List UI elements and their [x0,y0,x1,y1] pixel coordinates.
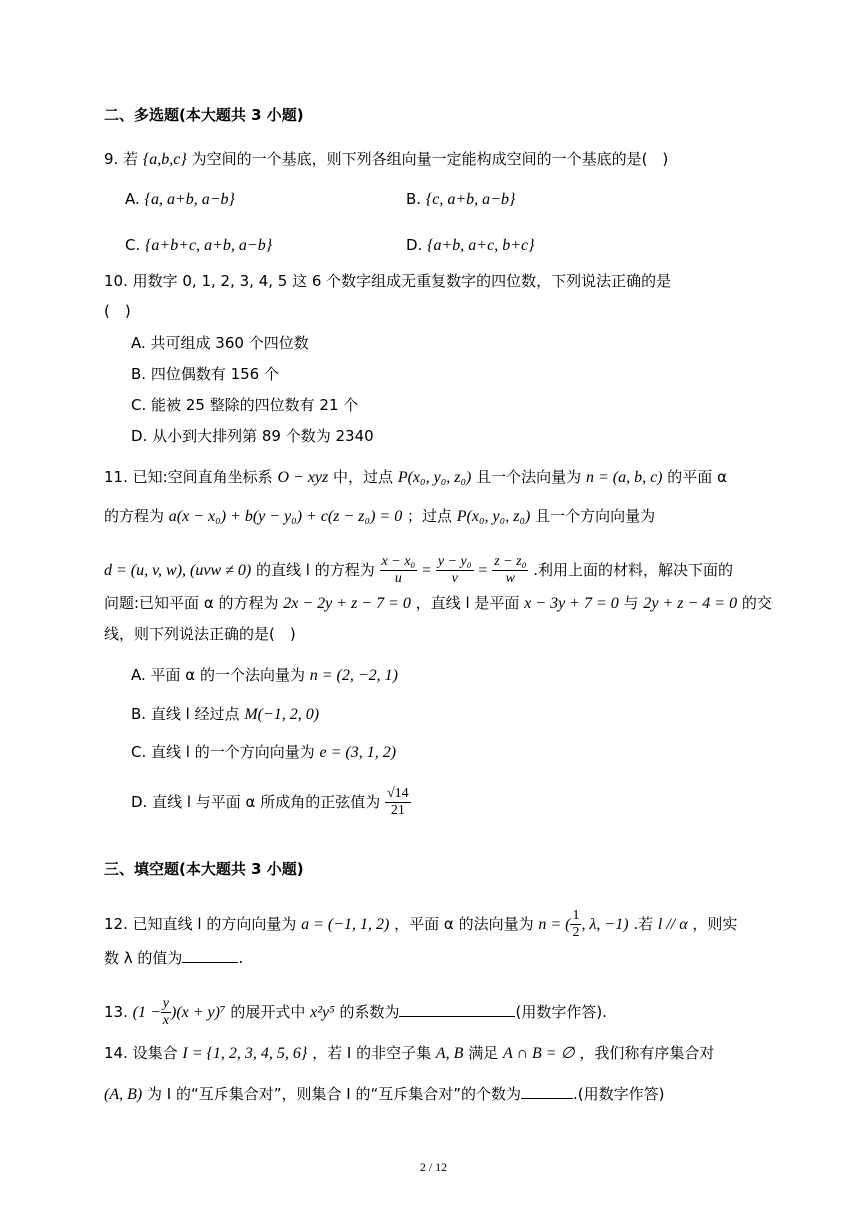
q14-text: ，我们称有序集合对 [579,1044,715,1062]
section-title-fill-in: 三、填空题(本大题共 3 小题) [104,860,304,878]
q11-option-d-den: 21 [390,803,405,818]
q9-option-b-label: B. [406,190,422,208]
q13-text: 的展开式中 [230,1003,306,1021]
q12-line-2 [104,946,243,969]
q13-lead: 13. [104,1003,128,1021]
q10-answer-paren: ( ) [104,302,131,320]
question-13 [104,990,607,1035]
q11-option-b [131,703,319,726]
q11-fraction-y-num: y − y₀ [437,554,472,569]
q9-option-a [125,188,235,211]
q9-option-c [125,234,272,257]
q11-fraction-y-den: v [451,571,458,586]
q13-answer-blank[interactable] [399,1000,515,1017]
q11-option-d-text: D. 直线 l 与平面 α 所成角的正弦值为 [131,793,381,811]
q13-fraction-den: x [162,1013,169,1028]
q12-normal-vector-end: , λ, −1) [581,916,629,933]
q13-text: 的系数为 [339,1003,400,1021]
q12-text: 12. 已知直线 l 的方向向量为 [104,915,297,933]
q9-option-c-expr: {a+b+c, a+b, a−b} [145,237,273,254]
q12-parallel-condition: l // α [657,916,688,933]
section-title-multiple-choice: 二、多选题(本大题共 3 小题) [104,106,304,124]
q11-fraction-z-num: z − z₀ [494,554,527,569]
q11-fraction-z-den: w [505,571,515,586]
q11-text: 且一个方向向量为 [535,507,656,525]
q11-text: 问题:已知平面 α 的方程为 [104,594,279,612]
q11-line-1 [104,466,727,489]
q11-text: ，直线 l 是平面 [415,594,520,612]
q11-fraction-z [492,554,528,587]
q14-ordered-pair: (A, B) [104,1086,143,1103]
q13-expr-start: (1 − [132,1004,161,1021]
q14-set-i: I = {1, 2, 3, 4, 5, 6} [182,1045,308,1062]
q13-fraction [161,996,171,1029]
q13-text: (用数字作答). [515,1003,607,1021]
q10-option-a: A. 共可组成 360 个四位数 [131,334,309,352]
q12-text: ，则实 [692,915,738,933]
q9-text: 为空间的一个基底，则下列各组向量一定能构成空间的一个基底的是( ) [191,150,669,168]
q11-text: 11. 已知:空间直角坐标系 [104,468,273,486]
q11-line-4 [104,592,772,615]
q11-text: 的平面 α [667,468,727,486]
q11-option-c-expr: e = (3, 1, 2) [319,744,397,761]
q11-text: 的交 [741,594,772,612]
q14-text: 为 I 的“互斥集合对”，则集合 I 的“互斥集合对”的个数为 [146,1085,521,1103]
q14-text: 14. 设集合 [104,1044,178,1062]
q9-option-d-label: D. [406,236,423,254]
q11-text: 与 [623,594,639,612]
q13-fraction-num: y [162,996,169,1011]
q11-text: .利用上面的材料，解决下面的 [533,561,733,579]
q11-fraction-y [436,554,474,587]
q9-option-a-expr: {a, a+b, a−b} [144,191,235,208]
q11-coordinate-system: O − xyz [277,469,329,486]
question-9 [104,148,668,171]
question-12 [104,904,737,945]
q12-text: ，平面 α 的法向量为 [394,915,534,933]
q11-text: 且一个法向量为 [476,468,582,486]
q11-point-p: P(x₀, y₀, z₀) [456,508,531,525]
q10-option-c: C. 能被 25 整除的四位数有 21 个 [131,396,359,414]
q11-fraction-x-num: x − x₀ [381,554,416,569]
q9-option-c-label: C. [125,236,141,254]
q11-text: ；过点 [406,507,452,525]
q11-text: 的方程为 [104,507,165,525]
q9-option-b [406,188,515,211]
q11-plane-alpha-equation: 2x − 2y + z − 7 = 0 [283,595,411,612]
q12-normal-vector-start: n = ( [538,916,571,933]
q14-answer-blank[interactable] [521,1082,573,1099]
q11-option-a-text: A. 平面 α 的一个法向量为 [131,666,305,684]
q9-option-a-label: A. [125,190,140,208]
q14-text: .(用数字作答) [573,1085,665,1103]
q11-normal-vector: n = (a, b, c) [585,469,663,486]
q9-option-d-expr: {a+b, a+c, b+c} [427,237,535,254]
q11-option-a [131,664,398,687]
q11-option-b-text: B. 直线 l 经过点 [131,705,240,723]
q11-option-a-expr: n = (2, −2, 1) [309,667,398,684]
q11-text: 中，过点 [333,468,394,486]
q11-line-5: 线，则下列说法正确的是( ) [104,625,296,643]
q12-text: 数 λ 的值为 [104,949,183,967]
q14-text: ，若 I 的非空子集 [312,1044,432,1062]
q11-point-p: P(x₀, y₀, z₀) [397,469,472,486]
q14-disjoint-condition: A ∩ B = ∅ [502,1045,575,1062]
q11-plane-2-equation: 2y + z − 4 = 0 [643,595,738,612]
q11-direction-vector: d = (u, v, w), (uvw ≠ 0) [104,562,252,579]
q9-lead: 9. 若 [104,150,139,168]
q11-option-d-num: √14 [387,786,409,801]
q9-option-b-expr: {c, a+b, a−b} [425,191,516,208]
q11-option-c-text: C. 直线 l 的一个方向向量为 [131,743,315,761]
q12-fraction [570,908,581,941]
q11-line-3: d = (u, v, w), (uvw ≠ 0) 的直线 l 的方程为 $\frac{\text{x − x₀}}{u}$ = $\frac{\text{y − y₀}}{v}$ = $\frac{\text{z − z₀}}{w}$ .利用上面的材料，解决下面的 [104,554,733,586]
q11-fraction-x-den: u [394,571,402,586]
q11-fraction-x [380,554,418,587]
q13-expr-end: )(x + y)⁷ [170,1004,226,1021]
q14-line-2 [104,1082,664,1106]
q12-text: .若 [633,915,654,933]
question-14 [104,1042,714,1065]
q12-text: . [238,949,244,967]
q11-line-2 [104,505,655,528]
q11-plane-equation: a(x − x₀) + b(y − y₀) + c(z − z₀) = 0 [168,508,403,525]
q12-fraction-den: 2 [572,925,580,940]
q10-option-d: D. 从小到大排列第 89 个数为 2340 [131,427,374,445]
q9-option-d [406,234,535,257]
q9-basis-set: {a,b,c} [142,151,187,168]
q10-option-b: B. 四位偶数有 156 个 [131,365,279,383]
q12-fraction-num: 1 [572,908,580,923]
q13-term: x²y⁵ [310,1004,335,1021]
q11-option-b-expr: M(−1, 2, 0) [244,706,320,723]
q11-option-c [131,741,396,764]
question-10: 10. 用数字 0, 1, 2, 3, 4, 5 这 6 个数字组成无重复数字的四位数，下列说法正确的是 [104,272,672,290]
q11-text: 的直线 l 的方程为 [256,561,375,579]
q11-option-d-fraction [385,786,411,819]
page-number: 2 / 12 [419,1160,448,1174]
q12-line-direction: a = (−1, 1, 2) [301,916,390,933]
q14-subsets: A, B [435,1045,464,1062]
q11-option-d [131,782,411,822]
q12-answer-blank[interactable] [182,946,238,963]
q14-text: 满足 [468,1044,499,1062]
q11-plane-1-equation: x − 3y + 7 = 0 [524,595,619,612]
